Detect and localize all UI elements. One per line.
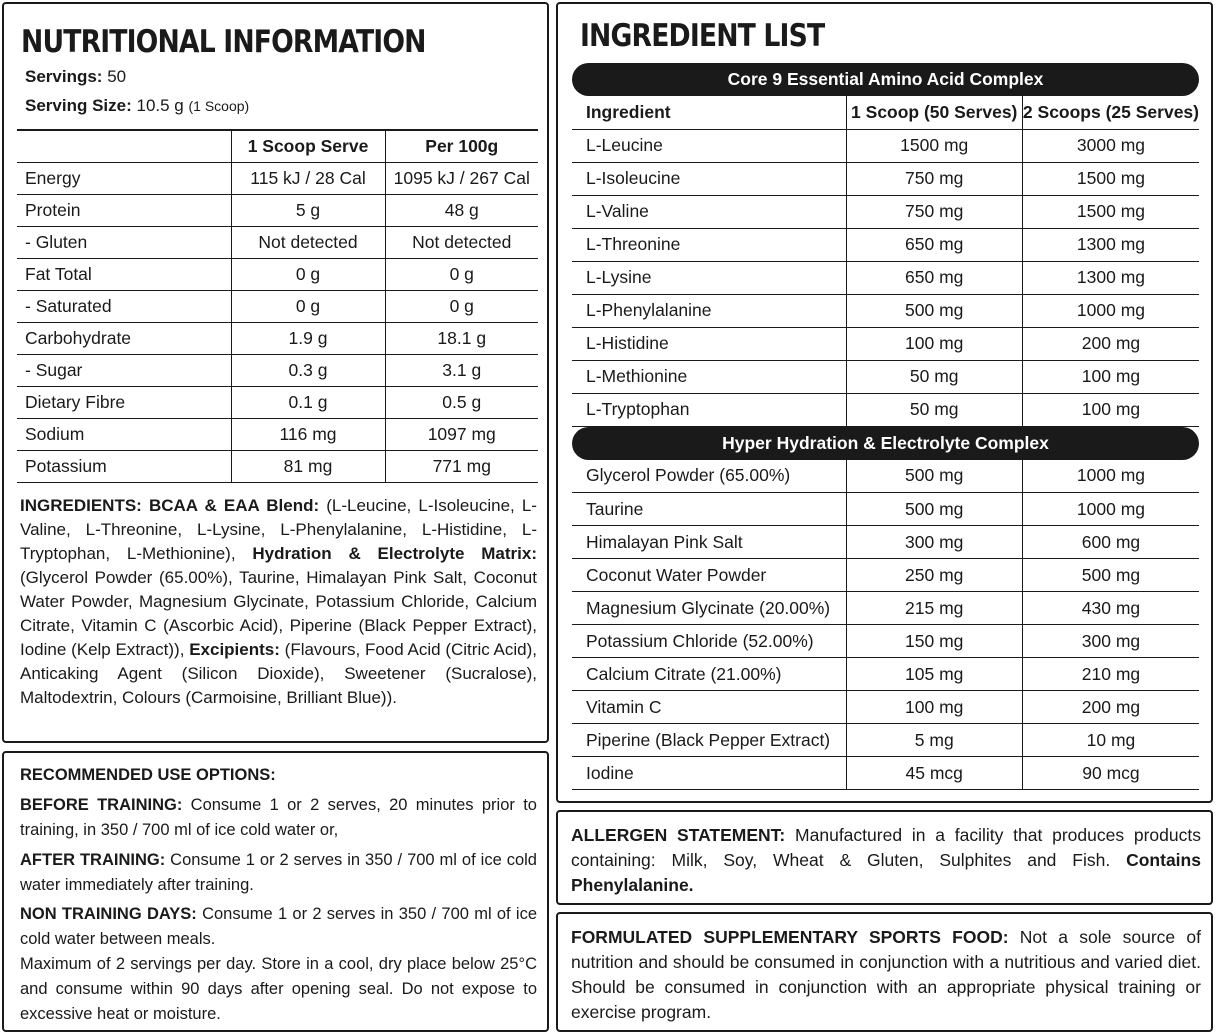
ingredient-amount: 650 mg (846, 261, 1022, 294)
section-row (572, 426, 1199, 460)
ingredient-row (572, 294, 1199, 327)
ingredient-row (572, 625, 1199, 658)
nutrient-name: - Gluten (17, 226, 231, 258)
nutrient-value: 771 mg (385, 450, 538, 482)
after-training-label: AFTER TRAINING: (20, 851, 166, 869)
ingredient-row (572, 724, 1199, 757)
ingredient-amount: 600 mg (1022, 526, 1199, 559)
nutrition-row (17, 226, 538, 258)
allergen-statement (571, 823, 1201, 898)
ingredient-name: Potassium Chloride (52.00%) (572, 625, 846, 658)
ingredient-list-panel (556, 2, 1213, 803)
nutrient-value: Not detected (231, 226, 385, 258)
nutrient-value: 0.5 g (385, 386, 538, 418)
after-training-text: Consume 1 or 2 serves in 350 / 700 ml of ice cold water immediately after training. (20, 851, 537, 894)
ingredient-row (572, 757, 1199, 790)
ingredient-row (572, 691, 1199, 724)
serving-size-label: Serving Size: (25, 96, 132, 115)
ingredient-amount: 210 mg (1022, 658, 1199, 691)
formulated-text: Not a sole source of nutrition and should be consumed in conjunction with a nutritious and varied diet. Should be consumed in conjunction with an appropriate physical training or exercise program. (571, 927, 1201, 1022)
nutrition-col-header (17, 130, 231, 162)
ingredient-name: L-Leucine (572, 129, 846, 162)
ingredient-amount: 1300 mg (1022, 261, 1199, 294)
ingredient-col-header: 2 Scoops (25 Serves) (1022, 96, 1199, 129)
nutrition-row (17, 290, 538, 322)
ingredient-amount: 1000 mg (1022, 294, 1199, 327)
after-training-block (20, 848, 537, 898)
nutrient-value: 1097 mg (385, 418, 538, 450)
nutrient-value: 81 mg (231, 450, 385, 482)
nutrition-row (17, 386, 538, 418)
ingredient-name: Iodine (572, 757, 846, 790)
ingredient-amount: 10 mg (1022, 724, 1199, 757)
allergen-label: ALLERGEN STATEMENT: (571, 825, 786, 845)
nutrient-value: 3.1 g (385, 354, 538, 386)
nutrient-name: Sodium (17, 418, 231, 450)
nutrient-value: 0 g (385, 258, 538, 290)
ingredient-name: Himalayan Pink Salt (572, 526, 846, 559)
ingredient-row (572, 195, 1199, 228)
ingredient-amount: 100 mg (846, 691, 1022, 724)
ingredient-amount: 650 mg (846, 228, 1022, 261)
serving-size-value: 10.5 g (136, 96, 184, 115)
ingredient-amount: 100 mg (846, 327, 1022, 360)
serving-size-line (25, 96, 249, 116)
nutrient-name: - Saturated (17, 290, 231, 322)
ingredient-amount: 150 mg (846, 625, 1022, 658)
ingredient-amount: 750 mg (846, 162, 1022, 195)
blend2-label: Hydration & Electrolyte Matrix: (252, 544, 537, 563)
nutrition-col-header: 1 Scoop Serve (231, 130, 385, 162)
ingredient-name: Piperine (Black Pepper Extract) (572, 724, 846, 757)
storage-block: Maximum of 2 servings per day. Store in a cool, dry place below 25°C and consume within 90 days after opening seal. Do not expose to excessive heat or moisture. (20, 955, 537, 1023)
ingredient-row (572, 658, 1199, 691)
ingredient-col-header: Ingredient (572, 96, 846, 129)
ingredient-row (572, 360, 1199, 393)
nutrition-row (17, 194, 538, 226)
blend1-label: BCAA & EAA Blend: (148, 496, 320, 515)
ingredient-amount: 100 mg (1022, 360, 1199, 393)
ingredient-name: Calcium Citrate (21.00%) (572, 658, 846, 691)
servings-label: Servings: (25, 67, 103, 86)
nutrition-title: NUTRITIONAL INFORMATION (21, 24, 426, 60)
ingredient-col-header: 1 Scoop (50 Serves) (846, 96, 1022, 129)
ingredient-amount: 500 mg (846, 294, 1022, 327)
formulated-statement (571, 925, 1201, 1025)
blend1-text: (L-Leucine, L-Isoleucine, L-Valine, L-Threonine, L-Lysine, L-Phenylalanine, L-Histidine, L-Tryptophan, L-Methionine), (20, 496, 537, 563)
blend3-label: Excipients: (189, 640, 280, 659)
nutrient-name: Protein (17, 194, 231, 226)
recommended-title: RECOMMENDED USE OPTIONS: (20, 766, 276, 784)
ingredient-amount: 1000 mg (1022, 493, 1199, 526)
ingredient-amount: 300 mg (846, 526, 1022, 559)
nutrition-col-header: Per 100g (385, 130, 538, 162)
nutrient-value: Not detected (385, 226, 538, 258)
formulated-label: FORMULATED SUPPLEMENTARY SPORTS FOOD: (571, 927, 1009, 947)
section-row (572, 63, 1199, 96)
before-training-block (20, 793, 537, 843)
nutrition-table (17, 129, 538, 483)
nutrient-value: 0.3 g (231, 354, 385, 386)
nutrient-value: 5 g (231, 194, 385, 226)
ingredient-name: L-Lysine (572, 261, 846, 294)
ingredient-amount: 105 mg (846, 658, 1022, 691)
allergen-panel (556, 810, 1213, 905)
nutrition-row (17, 322, 538, 354)
ingredient-amount: 5 mg (846, 724, 1022, 757)
ingredient-amount: 250 mg (846, 559, 1022, 592)
ingredient-amount: 1500 mg (1022, 195, 1199, 228)
ingredient-header-row (572, 96, 1199, 129)
ingredient-name: L-Histidine (572, 327, 846, 360)
nutrient-value: 0.1 g (231, 386, 385, 418)
nutrient-value: 116 mg (231, 418, 385, 450)
ingredient-amount: 50 mg (846, 393, 1022, 426)
ingredient-list-title: INGREDIENT LIST (580, 18, 825, 54)
ingredient-name: Glycerol Powder (65.00%) (572, 460, 846, 493)
ingredient-amount: 500 mg (846, 460, 1022, 493)
nutrient-value: 1095 kJ / 267 Cal (385, 162, 538, 194)
nutrient-name: Energy (17, 162, 231, 194)
ingredient-name: Magnesium Glycinate (20.00%) (572, 592, 846, 625)
ingredient-amount: 750 mg (846, 195, 1022, 228)
nutrition-header-row (17, 130, 538, 162)
nutrition-panel (2, 2, 549, 743)
ingredients-paragraph (20, 494, 537, 710)
ingredient-row (572, 460, 1199, 493)
ingredients-label: INGREDIENTS: (20, 496, 142, 515)
nutrition-row (17, 354, 538, 386)
nutrient-value: 0 g (231, 290, 385, 322)
ingredient-amount: 100 mg (1022, 393, 1199, 426)
nutrition-row (17, 450, 538, 482)
ingredient-name: L-Methionine (572, 360, 846, 393)
ingredient-row (572, 559, 1199, 592)
ingredient-name: L-Threonine (572, 228, 846, 261)
ingredient-amount: 90 mcg (1022, 757, 1199, 790)
ingredient-amount: 200 mg (1022, 691, 1199, 724)
nutrient-value: 1.9 g (231, 322, 385, 354)
ingredient-row (572, 228, 1199, 261)
servings-line (25, 67, 126, 87)
ingredient-row (572, 526, 1199, 559)
ingredient-name: Taurine (572, 493, 846, 526)
nutrient-value: 18.1 g (385, 322, 538, 354)
ingredient-amount: 215 mg (846, 592, 1022, 625)
ingredient-row (572, 129, 1199, 162)
blend3-text: (Flavours, Food Acid (Citric Acid), Anticaking Agent (Silicon Dioxide), Sweetener (Sucralose), Maltodextrin, Colours (Carmoisine, Brilliant Blue)). (20, 640, 537, 707)
ingredient-row (572, 393, 1199, 426)
nutrient-name: Carbohydrate (17, 322, 231, 354)
ingredient-name: L-Tryptophan (572, 393, 846, 426)
ingredient-amount: 1500 mg (1022, 162, 1199, 195)
ingredient-amount: 3000 mg (1022, 129, 1199, 162)
ingredient-row (572, 261, 1199, 294)
ingredient-amount: 1300 mg (1022, 228, 1199, 261)
ingredient-amount: 50 mg (846, 360, 1022, 393)
nutrient-name: - Sugar (17, 354, 231, 386)
ingredient-amount: 500 mg (1022, 559, 1199, 592)
nutrient-value: 0 g (385, 290, 538, 322)
nutrition-row (17, 162, 538, 194)
ingredient-amount: 500 mg (846, 493, 1022, 526)
nutrition-row (17, 258, 538, 290)
ingredient-name: L-Valine (572, 195, 846, 228)
section1-title: Core 9 Essential Amino Acid Complex (572, 63, 1199, 96)
ingredient-amount: 1000 mg (1022, 460, 1199, 493)
nutrient-name: Dietary Fibre (17, 386, 231, 418)
allergen-bold-text: Contains Phenylalanine. (571, 850, 1201, 895)
recommended-use-panel (2, 751, 549, 1032)
ingredient-table (572, 63, 1199, 790)
ingredient-row (572, 327, 1199, 360)
nutrition-row (17, 418, 538, 450)
ingredient-row (572, 162, 1199, 195)
ingredient-amount: 1500 mg (846, 129, 1022, 162)
allergen-text: Manufactured in a facility that produces products containing: Milk, Soy, Wheat & Gluten, Sulphites and Fish. (571, 825, 1201, 870)
section2-title: Hyper Hydration & Electrolyte Complex (572, 427, 1199, 460)
ingredient-name: L-Phenylalanine (572, 294, 846, 327)
formulated-panel (556, 912, 1213, 1032)
before-training-text: Consume 1 or 2 serves, 20 minutes prior to training, in 350 / 700 ml of ice cold water or, (20, 796, 537, 839)
servings-value: 50 (107, 67, 127, 86)
nutrient-value: 115 kJ / 28 Cal (231, 162, 385, 194)
ingredient-amount: 300 mg (1022, 625, 1199, 658)
blend2-text: (Glycerol Powder (65.00%), Taurine, Himalayan Pink Salt, Coconut Water Powder, Magnesium Glycinate, Potassium Chloride, Calcium Citrate, Vitamin C (Ascorbic Acid), Piperine (Black Pepper Extract), Iodine (Kelp Extract)), (20, 568, 537, 659)
non-training-block (20, 902, 537, 952)
ingredient-row (572, 493, 1199, 526)
ingredient-amount: 45 mcg (846, 757, 1022, 790)
ingredient-name: Coconut Water Powder (572, 559, 846, 592)
nutrient-value: 0 g (231, 258, 385, 290)
before-training-label: BEFORE TRAINING: (20, 796, 183, 814)
non-training-label: NON TRAINING DAYS: (20, 905, 197, 923)
nutrient-name: Fat Total (17, 258, 231, 290)
ingredient-amount: 430 mg (1022, 592, 1199, 625)
ingredient-row (572, 592, 1199, 625)
ingredient-name: Vitamin C (572, 691, 846, 724)
nutrient-value: 48 g (385, 194, 538, 226)
ingredient-name: L-Isoleucine (572, 162, 846, 195)
ingredient-amount: 200 mg (1022, 327, 1199, 360)
nutrient-name: Potassium (17, 450, 231, 482)
serving-size-note: (1 Scoop) (188, 98, 250, 114)
non-training-text: Consume 1 or 2 serves in 350 / 700 ml of ice cold water between meals. (20, 905, 538, 948)
